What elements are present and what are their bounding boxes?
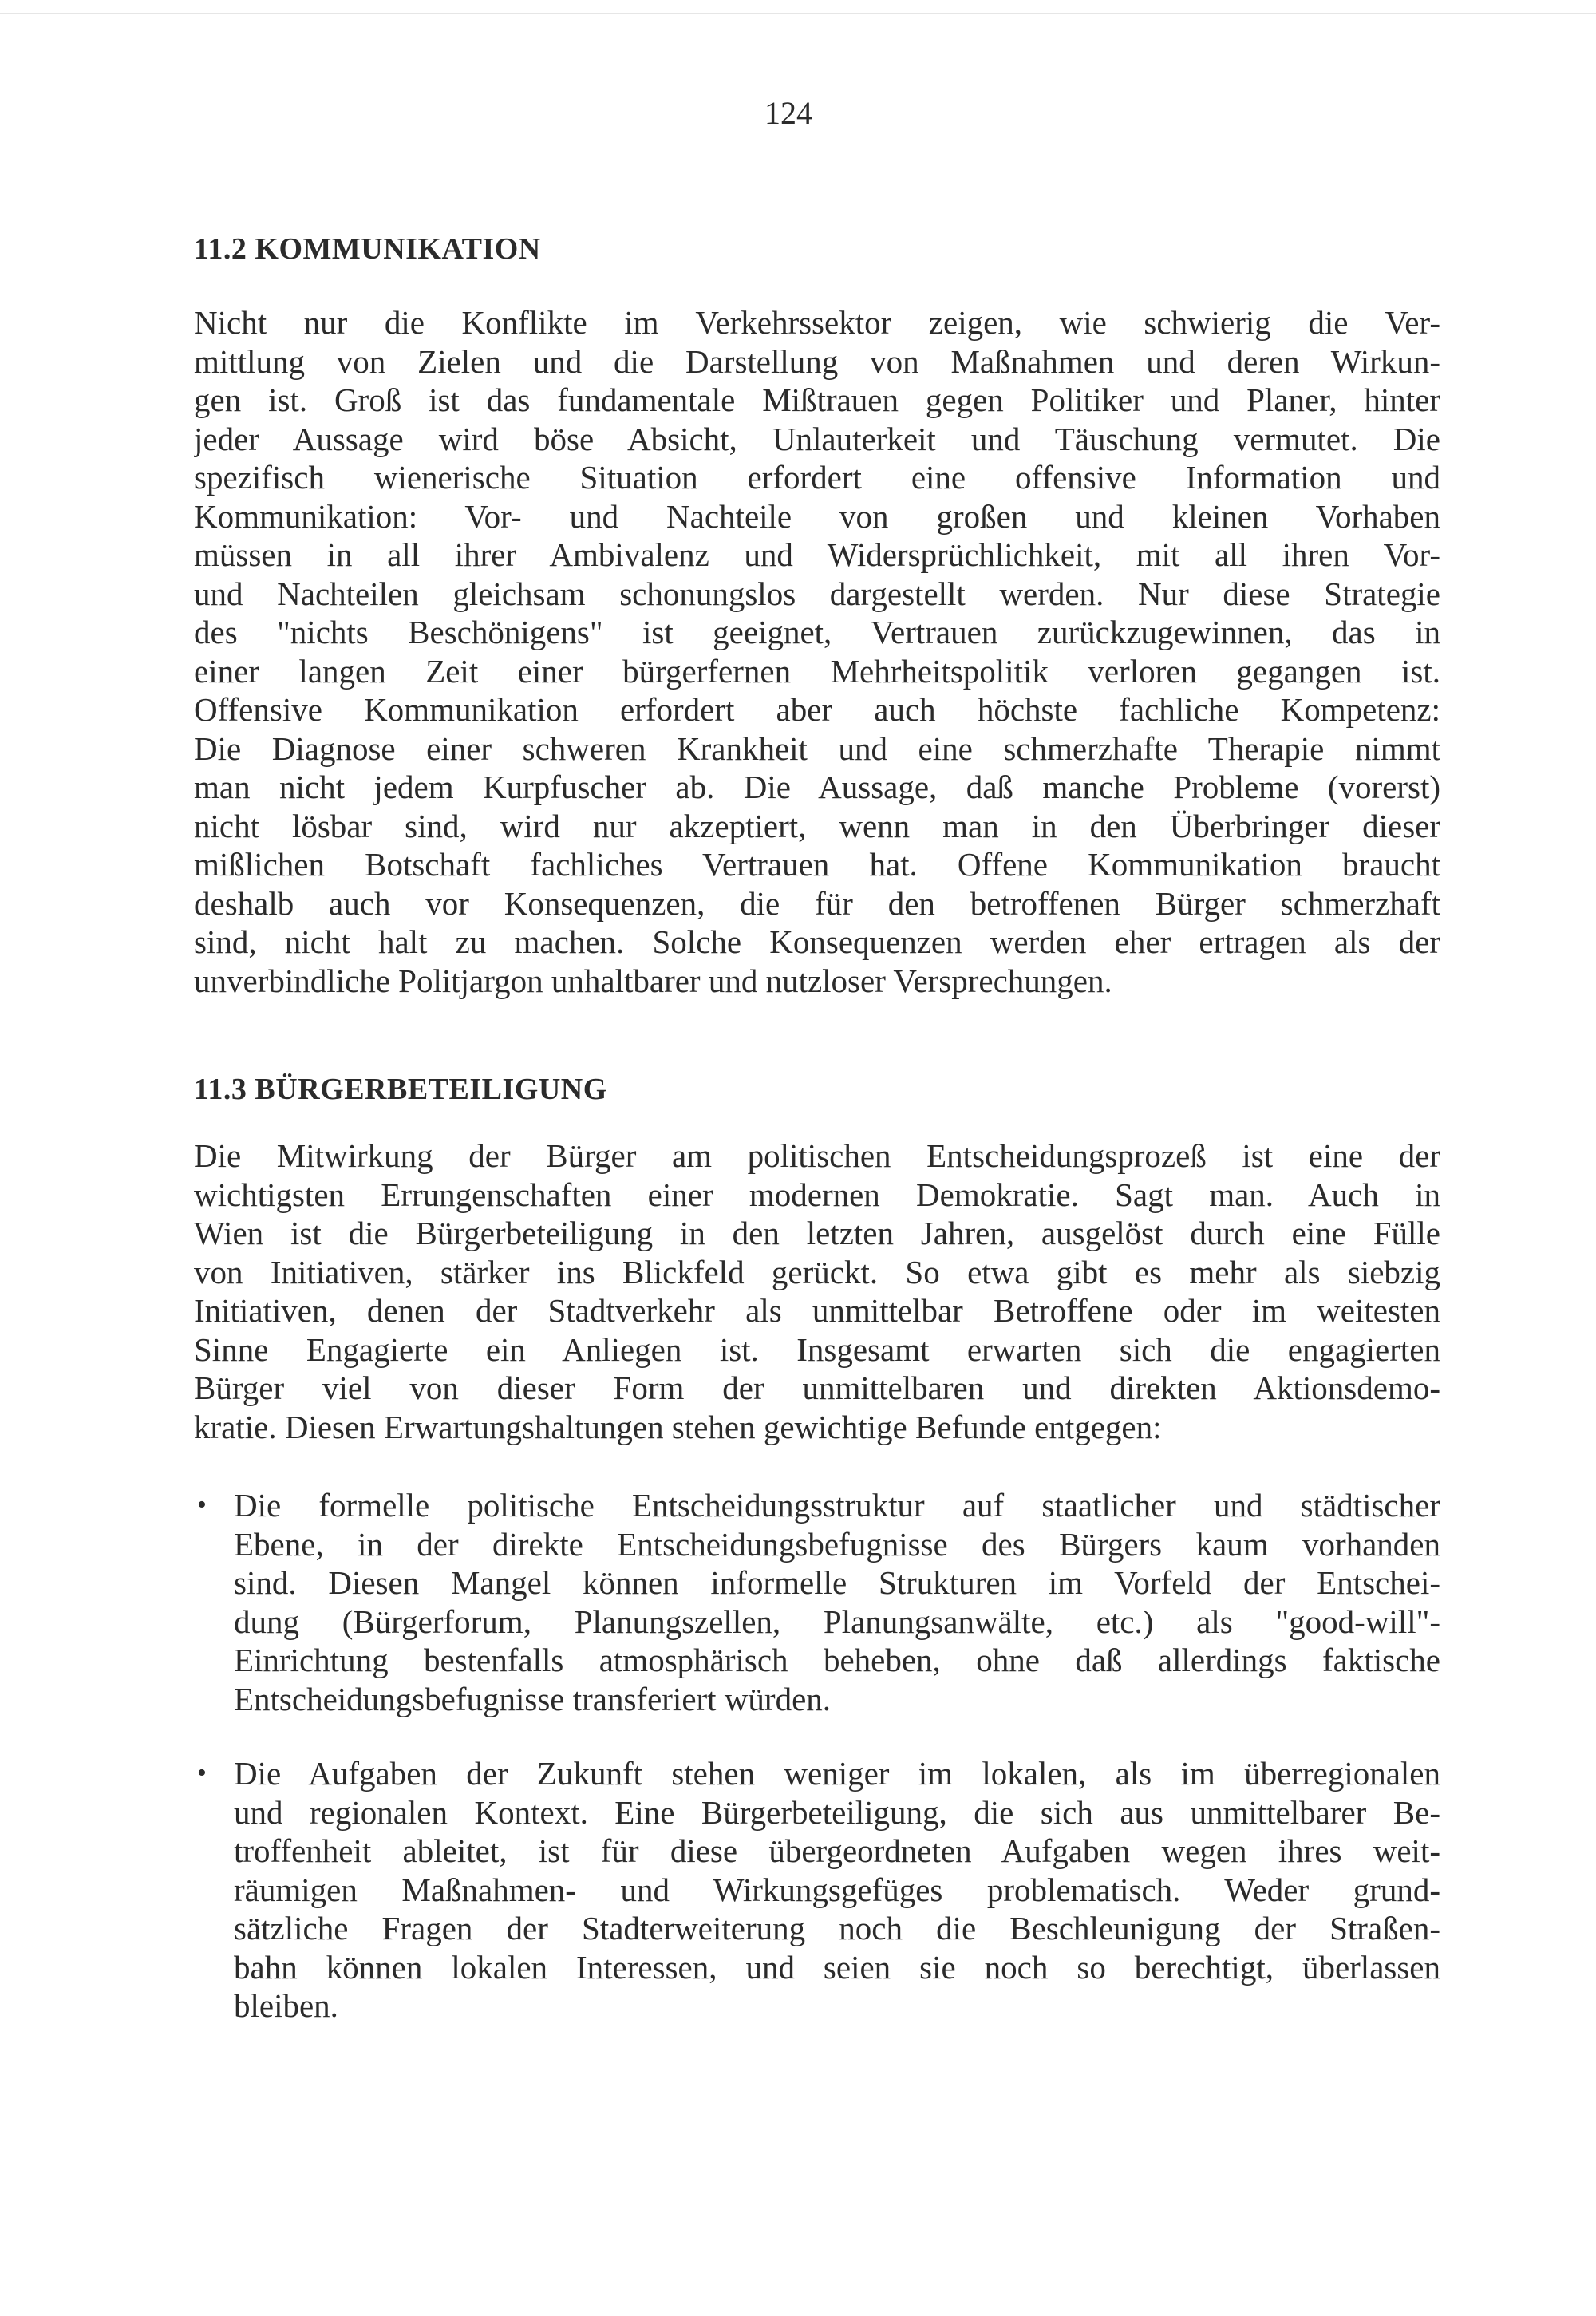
text-line: sind, nicht halt zu machen. Solche Konsequenzen werden eher ertragen als der: [194, 923, 1440, 960]
text-line: Wien ist die Bürgerbeteiligung in den letzten Jahren, ausgelöst durch eine Fülle: [194, 1215, 1440, 1251]
bullet-item-2: [197, 1754, 1440, 2026]
text-line: sätzliche Fragen der Stadterweiterung noch die Beschleunigung der Straßen-: [234, 1910, 1440, 1946]
text-line: gen ist. Groß ist das fundamentale Mißtrauen gegen Politiker und Planer, hinter: [194, 381, 1440, 418]
paragraph-kommunikation: [194, 303, 1440, 1000]
text-line: Sinne Engagierte ein Anliegen ist. Insgesamt erwarten sich die engagierten: [194, 1330, 1440, 1368]
paragraph-buergerbeteiligung: [194, 1136, 1440, 1446]
page-number: 124: [764, 95, 812, 131]
text-line: Nicht nur die Konflikte im Verkehrssektor zeigen, wie schwierig die Ver-: [194, 304, 1440, 341]
text-line: Kommunikation: Vor- und Nachteile von großen und kleinen Vorhaben: [194, 497, 1440, 535]
text-line: müssen in all ihrer Ambivalenz und Widersprüchlichkeit, mit all ihren Vor-: [194, 536, 1440, 573]
text-line: sind. Diesen Mangel können informelle Strukturen im Vorfeld der Entschei-: [234, 1564, 1440, 1601]
text-line: Einrichtung bestenfalls atmosphärisch beheben, ohne daß allerdings faktische: [234, 1642, 1440, 1678]
text-line: räumigen Maßnahmen- und Wirkungsgefüges problematisch. Weder grund-: [234, 1871, 1440, 1908]
text-line: wichtigsten Errungenschaften einer modernen Demokratie. Sagt man. Auch in: [194, 1176, 1440, 1213]
text-line: Die formelle politische Entscheidungsstruktur auf staatlicher und städtischer: [234, 1487, 1440, 1524]
text-line: deshalb auch vor Konsequenzen, die für den betroffenen Bürger schmerzhaft: [194, 884, 1440, 922]
scan-edge-line: [0, 13, 1596, 14]
text-line: dung (Bürgerforum, Planungszellen, Planungsanwälte, etc.) als "good-will"-: [234, 1603, 1440, 1640]
bullet-item-2-text: [234, 1754, 1440, 2026]
text-line: man nicht jedem Kurpfuscher ab. Die Aussage, daß manche Probleme (vorerst): [194, 769, 1440, 805]
text-line: Ebene, in der direkte Entscheidungsbefugnisse des Bürgers kaum vorhanden: [234, 1525, 1440, 1563]
text-line: jeder Aussage wird böse Absicht, Unlauterkeit und Täuschung vermutet. Die: [194, 420, 1440, 457]
bullet-item-1: [197, 1486, 1440, 1718]
text-line: Initiativen, denen der Stadtverkehr als unmittelbar Betroffene oder im weitesten: [194, 1292, 1440, 1329]
text-line: einer langen Zeit einer bürgerfernen Mehrheitspolitik verloren gegangen ist.: [194, 652, 1440, 690]
section-heading-kommunikation: 11.2 KOMMUNIKATION: [194, 232, 541, 266]
text-line: und regionalen Kontext. Eine Bürgerbeteiligung, die sich aus unmittelbarer Be-: [234, 1793, 1440, 1831]
text-line: Offensive Kommunikation erfordert aber auch höchste fachliche Kompetenz:: [194, 691, 1440, 728]
text-line: Die Mitwirkung der Bürger am politischen Entscheidungsprozeß ist eine der: [194, 1137, 1440, 1174]
section-heading-buergerbeteiligung: 11.3 BÜRGERBETEILIGUNG: [194, 1073, 607, 1106]
text-line: und Nachteilen gleichsam schonungslos dargestellt werden. Nur diese Strategie: [194, 575, 1440, 612]
text-line: bleiben.: [234, 1987, 338, 2024]
text-line: Entscheidungsbefugnisse transferiert würden.: [234, 1680, 832, 1717]
text-line: bahn können lokalen Interessen, und seien sie noch so berechtigt, überlassen: [234, 1948, 1440, 1986]
bullet-icon: •: [197, 1490, 207, 1520]
text-line: Die Diagnose einer schweren Krankheit und eine schmerzhafte Therapie nimmt: [194, 729, 1440, 767]
text-line: Die Aufgaben der Zukunft stehen weniger im lokalen, als im überregionalen: [234, 1755, 1440, 1792]
text-line: mittlung von Zielen und die Darstellung von Maßnahmen und deren Wirkun-: [194, 342, 1440, 380]
text-line: mißlichen Botschaft fachliches Vertrauen hat. Offene Kommunikation braucht: [194, 846, 1440, 883]
text-line: nicht lösbar sind, wird nur akzeptiert, wenn man in den Überbringer dieser: [194, 807, 1440, 844]
text-line: unverbindliche Politjargon unhaltbarer und nutzloser Versprechungen.: [194, 962, 1112, 999]
text-line: spezifisch wienerische Situation erfordert eine offensive Information und: [194, 459, 1440, 496]
bullet-icon: •: [197, 1758, 207, 1788]
text-line: troffenheit ableitet, ist für diese übergeordneten Aufgaben wegen ihres weit-: [234, 1832, 1440, 1869]
text-line: Bürger viel von dieser Form der unmittelbaren und direkten Aktionsdemo-: [194, 1369, 1440, 1406]
text-line: kratie. Diesen Erwartungshaltungen stehen gewichtige Befunde entgegen:: [194, 1408, 1162, 1445]
text-line: von Initiativen, stärker ins Blickfeld gerückt. So etwa gibt es mehr als siebzig: [194, 1253, 1440, 1290]
text-line: des "nichts Beschönigens" ist geeignet, Vertrauen zurückzugewinnen, das in: [194, 614, 1440, 650]
bullet-item-1-text: [234, 1486, 1440, 1718]
